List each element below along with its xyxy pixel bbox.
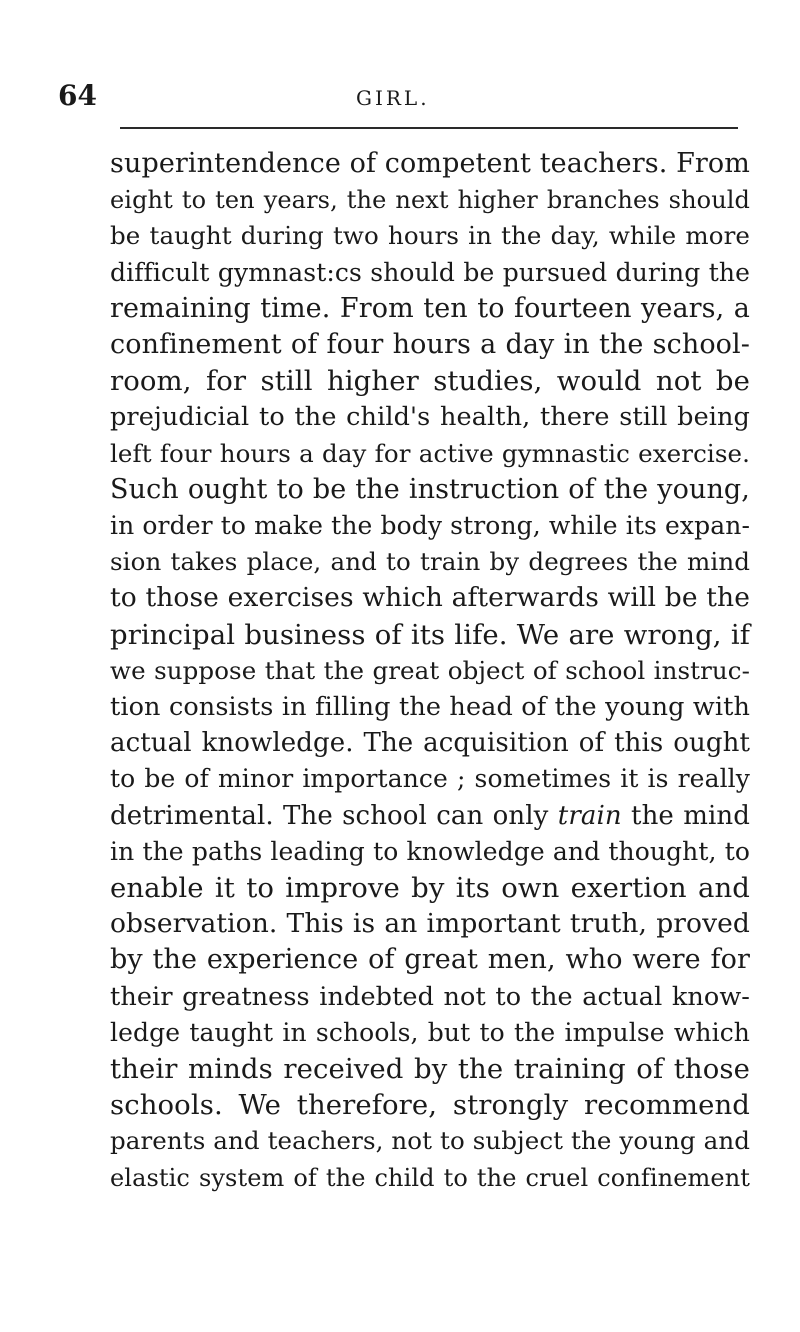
text-line: superintendence of competent teachers. From [110,148,750,179]
text-line: their greatness indebted not to the actual know- [110,981,750,1012]
text-line: eight to ten years, the next higher branches should [110,186,750,215]
text-line: remaining time. From ten to fourteen years, a [110,292,750,324]
text-line: in order to make the body strong, while its expan- [110,511,750,541]
text-line: left four hours a day for active gymnastic exercise. [110,438,750,468]
running-head: GIRL. [356,86,430,110]
text-line: room, for still higher studies, would not be [110,365,750,398]
text-line: Such ought to be the instruction of the young, [110,473,750,505]
body-text [110,146,750,1196]
page-header [58,80,748,120]
text-line: in the paths leading to knowledge and thought, to [110,836,750,866]
text-line: confinement of four hours a day in the school- [110,329,750,361]
page-number: 64 [58,79,97,112]
text-segment: the mind [631,800,750,831]
header-rule [120,127,738,129]
text-segment: detrimental. The school can only [110,800,549,831]
text-line: sion takes place, and to train by degrees the mind [110,547,750,577]
text-line: we suppose that the great object of school instruc- [110,655,750,685]
text-line: schools. We therefore, strongly recommend [110,1089,750,1122]
text-line: actual knowledge. The acquisition of this ought [110,728,750,759]
text-line: to be of minor importance ; sometimes it is really [110,764,750,794]
text-line: principal business of its life. We are wrong, if [110,618,750,651]
text-line: prejudicial to the child's health, there still being [110,402,750,433]
text-line: their minds received by the training of those [110,1053,750,1086]
text-line: difficult gymnast:cs should be pursued during the [110,257,750,287]
text-line: elastic system of the child to the cruel confinement [110,1163,750,1192]
text-line: ledge taught in schools, but to the impulse which [110,1017,750,1047]
text-line: be taught during two hours in the day, while more [110,221,750,251]
text-line: parents and teachers, not to subject the young and [110,1126,750,1156]
text-line: observation. This is an important truth, proved [110,908,750,940]
text-line: to those exercises which afterwards will be the [110,582,750,614]
text-line: by the experience of great men, who were for [110,944,750,976]
text-line-with-italic [110,798,750,834]
text-line: tion consists in filling the head of the young with [110,692,750,723]
italic-word: train [557,800,622,831]
text-line: enable it to improve by its own exertion and [110,872,750,905]
